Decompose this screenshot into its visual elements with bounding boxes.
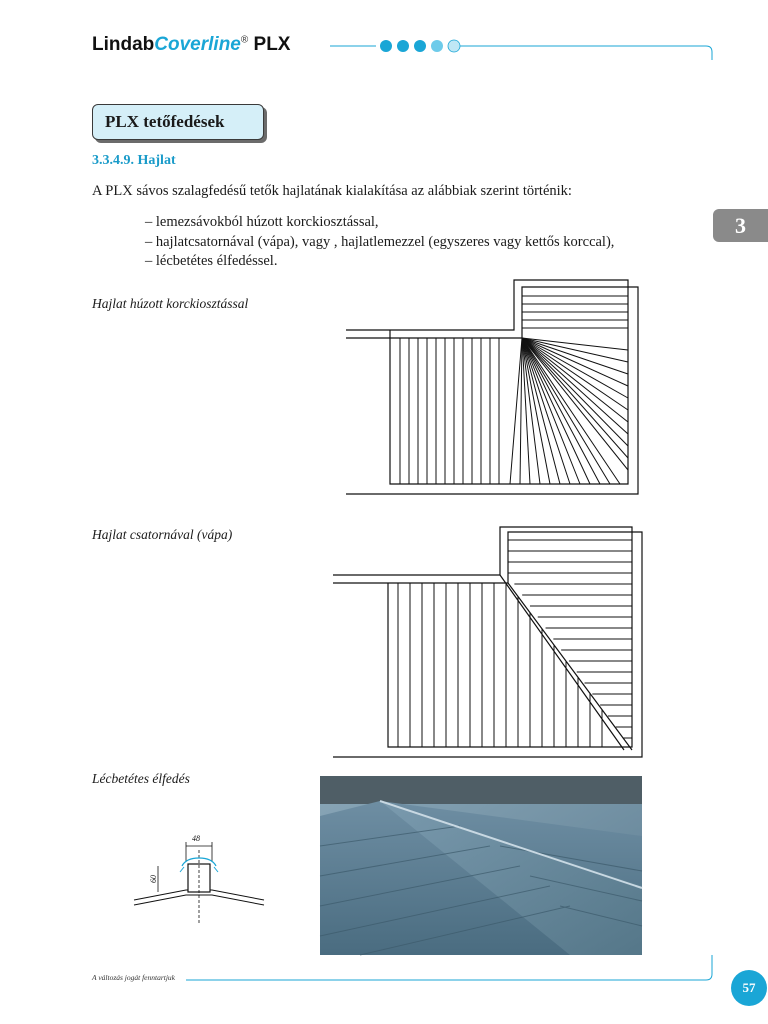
intro-text: A PLX sávos szalagfedésű tetők hajlatának kialakítása az alábbiak szerint történik: bbox=[92, 183, 572, 199]
brand-coverline: Coverline bbox=[154, 34, 241, 55]
footer-note: A változás jogát fenntartjuk bbox=[92, 973, 175, 982]
registered-mark: ® bbox=[240, 34, 249, 46]
dim-height-label: 60 bbox=[149, 875, 158, 883]
section-title-box: PLX tetőfedések bbox=[92, 104, 264, 140]
chapter-tab: 3 bbox=[713, 209, 768, 242]
subsection-heading: 3.3.4.9. Hajlat bbox=[92, 153, 176, 168]
list-item: – hajlatcsatornával (vápa), vagy , hajlatlemezzel (egyszeres vagy kettős korccal), bbox=[145, 233, 615, 250]
dim-width-label: 48 bbox=[192, 834, 200, 843]
brand-lindab: Lindab bbox=[92, 34, 155, 55]
figure1-caption: Hajlat húzott korckiosztással bbox=[92, 296, 249, 311]
figure2-caption: Hajlat csatornával (vápa) bbox=[92, 527, 233, 542]
page-number: 57 bbox=[731, 970, 767, 1006]
list-item: – lemezsávokból húzott korckiosztással, bbox=[145, 214, 379, 230]
brand-plx: PLX bbox=[248, 34, 291, 55]
list-item: – lécbetétes élfedéssel. bbox=[145, 253, 278, 269]
figure3-caption: Lécbetétes élfedés bbox=[92, 771, 190, 786]
